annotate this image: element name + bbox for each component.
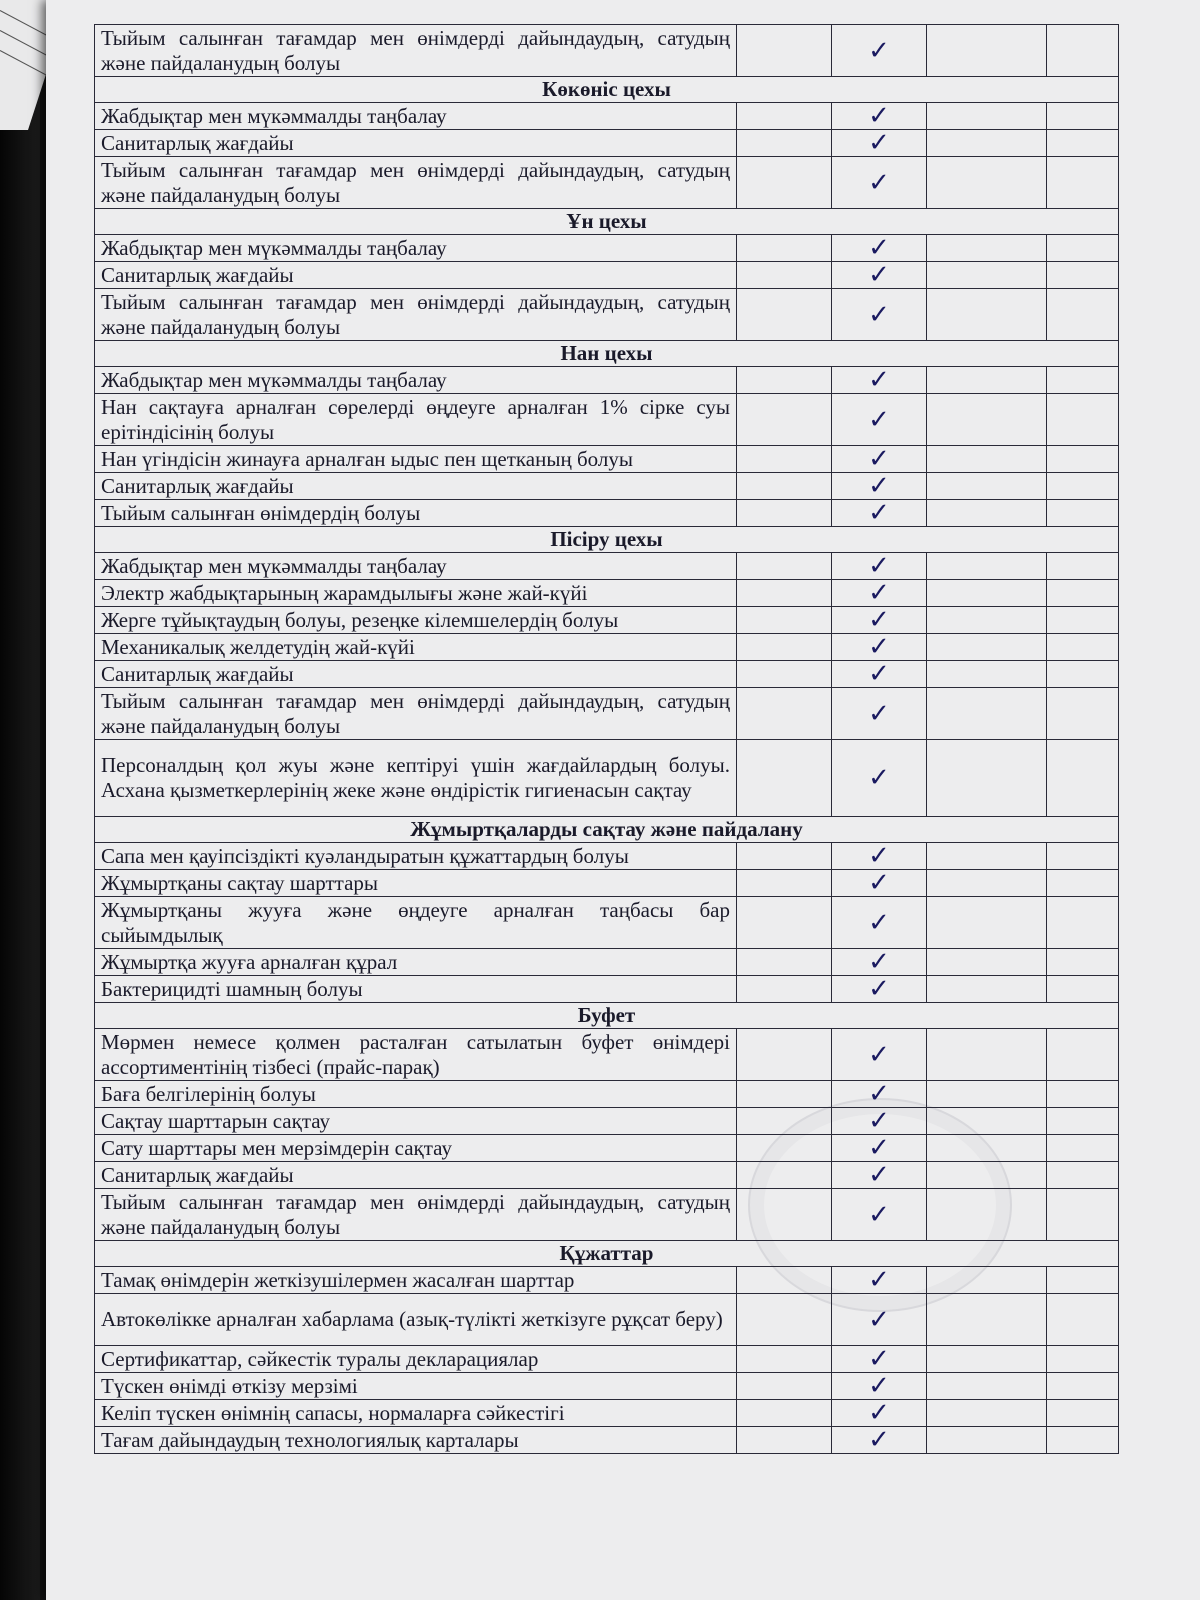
requirement-text: Сертификаттар, сәйкестік туралы декларациялар (95, 1346, 737, 1373)
checkmark-cell: ✓ (832, 1294, 927, 1346)
empty-cell (927, 473, 1047, 500)
checklist-row (95, 976, 1119, 1003)
requirement-text: Жабдықтар мен мүкәммалды таңбалау (95, 367, 737, 394)
checklist-row (95, 289, 1119, 341)
empty-cell (1047, 103, 1119, 130)
empty-cell (927, 394, 1047, 446)
empty-cell (737, 157, 832, 209)
empty-cell (927, 1294, 1047, 1346)
empty-cell (1047, 1427, 1119, 1454)
checklist-row (95, 262, 1119, 289)
empty-cell (927, 553, 1047, 580)
empty-cell (927, 1346, 1047, 1373)
checklist-row (95, 1189, 1119, 1241)
empty-cell (927, 25, 1047, 77)
checklist-row (95, 500, 1119, 527)
checkmark-cell: ✓ (832, 25, 927, 77)
checklist-row (95, 1135, 1119, 1162)
requirement-text: Жабдықтар мен мүкәммалды таңбалау (95, 103, 737, 130)
empty-cell (1047, 1267, 1119, 1294)
checklist-row (95, 897, 1119, 949)
empty-cell (737, 1189, 832, 1241)
section-title: Көкөніс цехы (95, 77, 1119, 103)
empty-cell (737, 949, 832, 976)
requirement-text: Тыйым салынған тағамдар мен өнімдерді дайындаудың, сатудың және пайдаланудың болуы (95, 157, 737, 209)
empty-cell (737, 289, 832, 341)
empty-cell (1047, 1373, 1119, 1400)
checkmark-cell: ✓ (832, 500, 927, 527)
checkmark-cell: ✓ (832, 661, 927, 688)
requirement-text: Тыйым салынған тағамдар мен өнімдерді дайындаудың, сатудың және пайдаланудың болуы (95, 25, 737, 77)
empty-cell (1047, 1346, 1119, 1373)
checkmark-cell: ✓ (832, 1162, 927, 1189)
checklist-row (95, 870, 1119, 897)
empty-cell (927, 1135, 1047, 1162)
empty-cell (927, 130, 1047, 157)
requirement-text: Жұмыртқаны сақтау шарттары (95, 870, 737, 897)
empty-cell (737, 1267, 832, 1294)
section-title: Буфет (95, 1003, 1119, 1029)
empty-cell (927, 1373, 1047, 1400)
checkmark-cell: ✓ (832, 634, 927, 661)
checkmark-cell: ✓ (832, 688, 927, 740)
checkmark-cell: ✓ (832, 1346, 927, 1373)
empty-cell (1047, 500, 1119, 527)
checklist-row (95, 1081, 1119, 1108)
empty-cell (737, 1081, 832, 1108)
checkmark-cell: ✓ (832, 262, 927, 289)
checkmark-cell: ✓ (832, 740, 927, 817)
checklist-row (95, 553, 1119, 580)
empty-cell (1047, 262, 1119, 289)
checklist-row (95, 661, 1119, 688)
empty-cell (1047, 661, 1119, 688)
empty-cell (927, 1400, 1047, 1427)
requirement-text: Тыйым салынған тағамдар мен өнімдерді дайындаудың, сатудың және пайдаланудың болуы (95, 1189, 737, 1241)
checklist-row (95, 740, 1119, 817)
empty-cell (737, 1135, 832, 1162)
checklist-row (95, 949, 1119, 976)
empty-cell (927, 103, 1047, 130)
empty-cell (737, 661, 832, 688)
checklist-row (95, 367, 1119, 394)
empty-cell (737, 843, 832, 870)
checklist-row (95, 1427, 1119, 1454)
empty-cell (1047, 949, 1119, 976)
empty-cell (737, 235, 832, 262)
checkmark-cell: ✓ (832, 473, 927, 500)
checkmark-cell: ✓ (832, 949, 927, 976)
checkmark-cell: ✓ (832, 553, 927, 580)
empty-cell (737, 367, 832, 394)
requirement-text: Тағам дайындаудың технологиялық карталары (95, 1427, 737, 1454)
empty-cell (737, 976, 832, 1003)
checkmark-cell: ✓ (832, 103, 927, 130)
empty-cell (927, 1081, 1047, 1108)
requirement-text: Түскен өнімді өткізу мерзімі (95, 1373, 737, 1400)
empty-cell (927, 634, 1047, 661)
checklist-row (95, 688, 1119, 740)
empty-cell (1047, 1081, 1119, 1108)
empty-cell (1047, 843, 1119, 870)
empty-cell (927, 580, 1047, 607)
section-header-row (95, 209, 1119, 235)
empty-cell (1047, 25, 1119, 77)
checklist-row (95, 25, 1119, 77)
checkmark-cell: ✓ (832, 1267, 927, 1294)
requirement-text: Баға белгілерінің болуы (95, 1081, 737, 1108)
checkmark-cell: ✓ (832, 1427, 927, 1454)
checkmark-cell: ✓ (832, 1029, 927, 1081)
empty-cell (737, 897, 832, 949)
checkmark-cell: ✓ (832, 897, 927, 949)
empty-cell (1047, 1108, 1119, 1135)
empty-cell (737, 394, 832, 446)
empty-cell (737, 1108, 832, 1135)
empty-cell (1047, 870, 1119, 897)
empty-cell (1047, 580, 1119, 607)
empty-cell (737, 262, 832, 289)
empty-cell (737, 446, 832, 473)
empty-cell (737, 1400, 832, 1427)
section-title: Жұмыртқаларды сақтау және пайдалану (95, 817, 1119, 843)
checkmark-cell: ✓ (832, 289, 927, 341)
empty-cell (1047, 446, 1119, 473)
empty-cell (927, 1162, 1047, 1189)
empty-cell (737, 1346, 832, 1373)
requirement-text: Санитарлық жағдайы (95, 473, 737, 500)
empty-cell (927, 897, 1047, 949)
requirement-text: Жабдықтар мен мүкәммалды таңбалау (95, 235, 737, 262)
empty-cell (1047, 897, 1119, 949)
empty-cell (1047, 289, 1119, 341)
empty-cell (737, 1029, 832, 1081)
empty-cell (927, 289, 1047, 341)
empty-cell (1047, 1162, 1119, 1189)
checklist-row (95, 607, 1119, 634)
checkmark-cell: ✓ (832, 607, 927, 634)
checkmark-cell: ✓ (832, 1189, 927, 1241)
requirement-text: Санитарлық жағдайы (95, 1162, 737, 1189)
empty-cell (927, 235, 1047, 262)
checklist-row (95, 157, 1119, 209)
requirement-text: Тыйым салынған тағамдар мен өнімдерді дайындаудың, сатудың және пайдаланудың болуы (95, 688, 737, 740)
checklist-row (95, 103, 1119, 130)
requirement-text: Бактерицидті шамның болуы (95, 976, 737, 1003)
empty-cell (1047, 607, 1119, 634)
requirement-text: Тыйым салынған өнімдердің болуы (95, 500, 737, 527)
empty-cell (927, 446, 1047, 473)
empty-cell (1047, 634, 1119, 661)
requirement-text: Жұмыртқаны жууға және өңдеуге арналған таңбасы бар сыйымдылық (95, 897, 737, 949)
empty-cell (927, 661, 1047, 688)
empty-cell (737, 1162, 832, 1189)
requirement-text: Сату шарттары мен мерзімдерін сақтау (95, 1135, 737, 1162)
requirement-text: Персоналдың қол жуы және кептіруі үшін жағдайлардың болуы. Асхана қызметкерлерінің жеке және өндірістік гигиенасын сақтау (95, 740, 737, 817)
checkmark-cell: ✓ (832, 1108, 927, 1135)
empty-cell (737, 1373, 832, 1400)
empty-cell (1047, 688, 1119, 740)
requirement-text: Нан сақтауға арналған сөрелерді өңдеуге арналған 1% сірке суы ерітіндісінің болуы (95, 394, 737, 446)
checkmark-cell: ✓ (832, 1400, 927, 1427)
checklist-row (95, 843, 1119, 870)
empty-cell (1047, 1135, 1119, 1162)
checkmark-cell: ✓ (832, 446, 927, 473)
empty-cell (927, 1267, 1047, 1294)
empty-cell (1047, 157, 1119, 209)
requirement-text: Сақтау шарттарын сақтау (95, 1108, 737, 1135)
empty-cell (1047, 1400, 1119, 1427)
checklist-row (95, 235, 1119, 262)
requirement-text: Санитарлық жағдайы (95, 262, 737, 289)
checkmark-cell: ✓ (832, 1081, 927, 1108)
empty-cell (737, 740, 832, 817)
empty-cell (1047, 1029, 1119, 1081)
requirement-text: Сапа мен қауіпсіздікті куәландыратын құжаттардың болуы (95, 843, 737, 870)
checklist-row (95, 394, 1119, 446)
checklist-row (95, 1400, 1119, 1427)
empty-cell (927, 740, 1047, 817)
requirement-text: Автокөлікке арналған хабарлама (азық-түлікті жеткізуге рұқсат беру) (95, 1294, 737, 1346)
empty-cell (737, 130, 832, 157)
checkmark-cell: ✓ (832, 870, 927, 897)
checkmark-cell: ✓ (832, 1373, 927, 1400)
empty-cell (1047, 473, 1119, 500)
requirement-text: Тыйым салынған тағамдар мен өнімдерді дайындаудың, сатудың және пайдаланудың болуы (95, 289, 737, 341)
section-title: Құжаттар (95, 1241, 1119, 1267)
requirement-text: Жабдықтар мен мүкәммалды таңбалау (95, 553, 737, 580)
checklist-row (95, 1346, 1119, 1373)
empty-cell (737, 607, 832, 634)
checklist-row (95, 1029, 1119, 1081)
empty-cell (737, 1427, 832, 1454)
empty-cell (1047, 235, 1119, 262)
requirement-text: Тамақ өнімдерін жеткізушілермен жасалған шарттар (95, 1267, 737, 1294)
section-header-row (95, 817, 1119, 843)
empty-cell (737, 870, 832, 897)
requirement-text: Санитарлық жағдайы (95, 130, 737, 157)
checklist-row (95, 634, 1119, 661)
checkmark-cell: ✓ (832, 367, 927, 394)
requirement-text: Нан үгіндісін жинауға арналған ыдыс пен щетканың болуы (95, 446, 737, 473)
checkmark-cell: ✓ (832, 130, 927, 157)
requirement-text: Жұмыртқа жууға арналған құрал (95, 949, 737, 976)
empty-cell (1047, 394, 1119, 446)
checklist-row (95, 1108, 1119, 1135)
empty-cell (737, 553, 832, 580)
checkmark-cell: ✓ (832, 843, 927, 870)
checkmark-cell: ✓ (832, 394, 927, 446)
checklist-row (95, 1162, 1119, 1189)
empty-cell (927, 688, 1047, 740)
checklist-row (95, 1267, 1119, 1294)
empty-cell (737, 500, 832, 527)
empty-cell (927, 500, 1047, 527)
section-title: Пісіру цехы (95, 527, 1119, 553)
checkmark-cell: ✓ (832, 580, 927, 607)
empty-cell (927, 870, 1047, 897)
inspection-checklist-table (94, 24, 1119, 1454)
empty-cell (1047, 1294, 1119, 1346)
checklist-row (95, 1373, 1119, 1400)
requirement-text: Келіп түскен өнімнің сапасы, нормаларға сәйкестігі (95, 1400, 737, 1427)
section-header-row (95, 1241, 1119, 1267)
empty-cell (737, 1294, 832, 1346)
empty-cell (927, 607, 1047, 634)
empty-cell (737, 580, 832, 607)
checklist-row (95, 473, 1119, 500)
requirement-text: Механикалық желдетудің жай-күйі (95, 634, 737, 661)
empty-cell (737, 634, 832, 661)
empty-cell (927, 949, 1047, 976)
requirement-text: Жерге тұйықтаудың болуы, резеңке кілемшелердің болуы (95, 607, 737, 634)
requirement-text: Мөрмен немесе қолмен расталған сатылатын буфет өнімдері ассортиментінің тізбесі (прайс-парақ) (95, 1029, 737, 1081)
empty-cell (737, 473, 832, 500)
empty-cell (1047, 1189, 1119, 1241)
section-title: Ұн цехы (95, 209, 1119, 235)
checkmark-cell: ✓ (832, 157, 927, 209)
empty-cell (927, 843, 1047, 870)
empty-cell (737, 103, 832, 130)
requirement-text: Санитарлық жағдайы (95, 661, 737, 688)
checklist-row (95, 446, 1119, 473)
checklist-row (95, 1294, 1119, 1346)
empty-cell (927, 367, 1047, 394)
empty-cell (927, 1108, 1047, 1135)
empty-cell (1047, 130, 1119, 157)
empty-cell (1047, 367, 1119, 394)
empty-cell (737, 688, 832, 740)
background-desk (0, 0, 40, 1600)
checkmark-cell: ✓ (832, 976, 927, 1003)
checklist-row (95, 580, 1119, 607)
empty-cell (737, 25, 832, 77)
section-header-row (95, 527, 1119, 553)
empty-cell (927, 1427, 1047, 1454)
empty-cell (927, 157, 1047, 209)
empty-cell (927, 1189, 1047, 1241)
empty-cell (1047, 976, 1119, 1003)
checklist-row (95, 130, 1119, 157)
section-header-row (95, 77, 1119, 103)
checkmark-cell: ✓ (832, 1135, 927, 1162)
empty-cell (927, 262, 1047, 289)
section-header-row (95, 1003, 1119, 1029)
empty-cell (927, 1029, 1047, 1081)
checkmark-cell: ✓ (832, 235, 927, 262)
section-header-row (95, 341, 1119, 367)
section-title: Нан цехы (95, 341, 1119, 367)
empty-cell (927, 976, 1047, 1003)
requirement-text: Электр жабдықтарының жарамдылығы және жай-күйі (95, 580, 737, 607)
empty-cell (1047, 740, 1119, 817)
empty-cell (1047, 553, 1119, 580)
